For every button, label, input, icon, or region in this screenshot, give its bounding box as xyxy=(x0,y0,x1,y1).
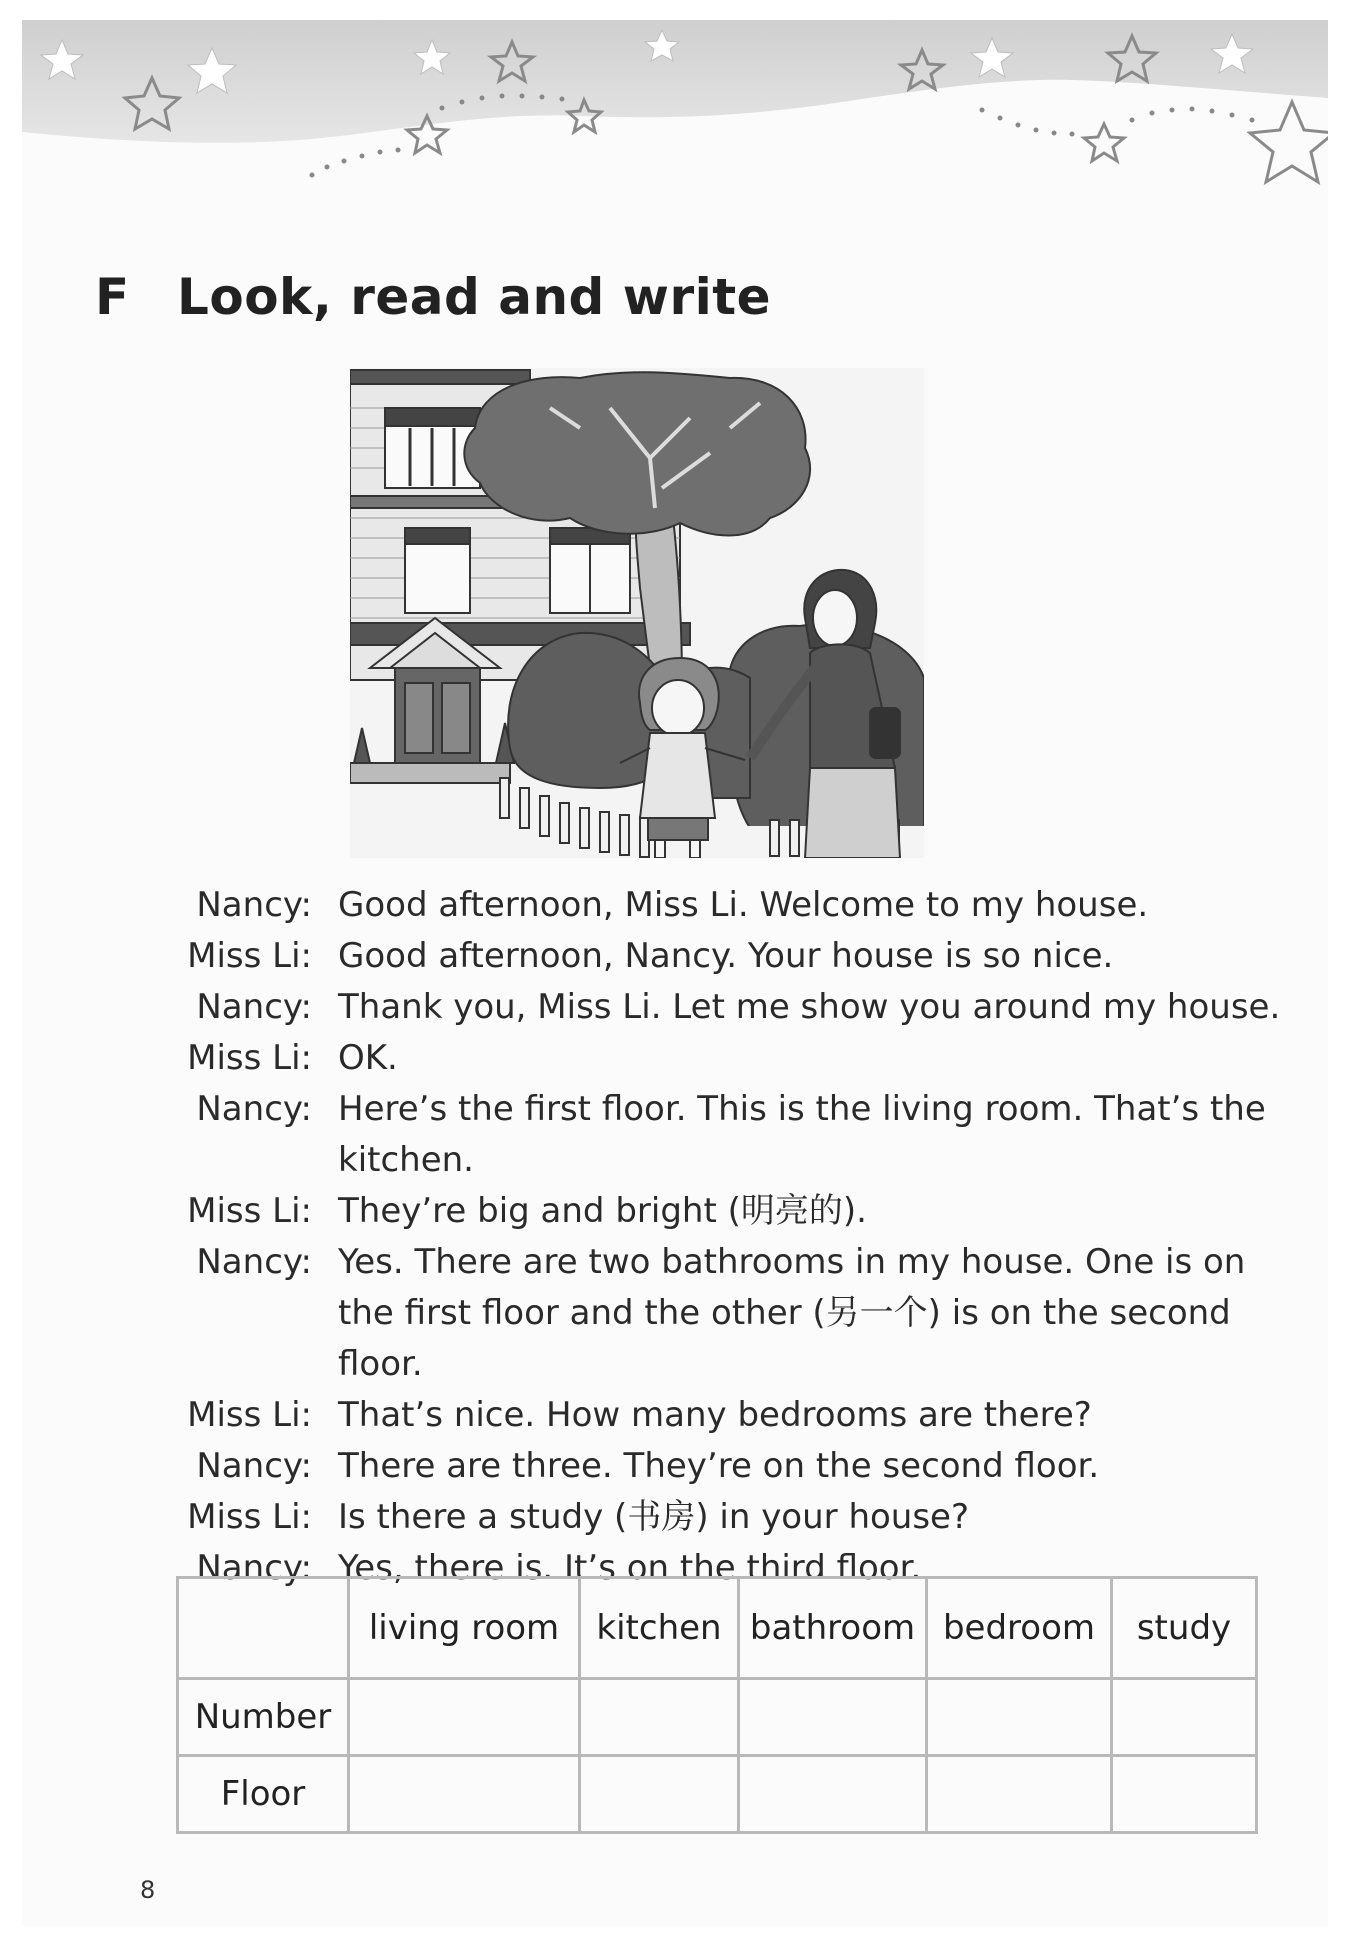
speaker-label: Nancy: xyxy=(196,1548,312,1588)
answer-cell[interactable] xyxy=(580,1756,739,1833)
dialogue-line xyxy=(150,880,1300,931)
star-icon xyxy=(1084,124,1124,161)
dialogue-text: There are three. They’re on the second floor. xyxy=(338,1446,1100,1486)
column-header: study xyxy=(1112,1578,1257,1679)
star-banner xyxy=(22,20,1328,210)
dialogue-text: Good afternoon, Miss Li. Welcome to my house. xyxy=(338,885,1149,925)
answer-cell[interactable] xyxy=(927,1756,1112,1833)
page-number: 8 xyxy=(140,1876,156,1904)
answer-cell[interactable] xyxy=(349,1756,580,1833)
table-header-row xyxy=(178,1578,1257,1679)
speaker-label: Miss Li: xyxy=(187,936,312,976)
dialogue-text: Thank you, Miss Li. Let me show you around my house. xyxy=(338,987,1281,1027)
answer-cell[interactable] xyxy=(580,1679,739,1756)
column-header: bathroom xyxy=(739,1578,927,1679)
column-header: kitchen xyxy=(580,1578,739,1679)
dialogue-line xyxy=(150,1390,1300,1441)
dialogue-line xyxy=(150,982,1300,1033)
answer-cell[interactable] xyxy=(349,1679,580,1756)
dialogue-text: Here’s the first floor. This is the living room. That’s the kitchen. xyxy=(338,1089,1266,1180)
table-row xyxy=(178,1679,1257,1756)
answer-table xyxy=(176,1576,1258,1834)
speaker-label: Miss Li: xyxy=(187,1038,312,1078)
speaker-label: Nancy: xyxy=(196,1242,312,1282)
answer-cell[interactable] xyxy=(739,1679,927,1756)
speaker-label: Nancy: xyxy=(196,885,312,925)
dialogue-text: Good afternoon, Nancy. Your house is so nice. xyxy=(338,936,1114,976)
dialogue-line xyxy=(150,931,1300,982)
dialogue-text: OK. xyxy=(338,1038,398,1078)
section-letter: F xyxy=(95,268,130,326)
house-illustration xyxy=(350,368,924,858)
column-header: bedroom xyxy=(927,1578,1112,1679)
answer-cell[interactable] xyxy=(1112,1679,1257,1756)
dialogue-line xyxy=(150,1492,1300,1543)
dialogue-line xyxy=(150,1237,1300,1390)
section-heading: Look, read and write xyxy=(177,268,772,326)
speaker-label: Miss Li: xyxy=(187,1191,312,1231)
answer-cell[interactable] xyxy=(1112,1756,1257,1833)
dialogue-text: Is there a study (书房) in your house? xyxy=(338,1497,970,1537)
dialogue-line xyxy=(150,1084,1300,1186)
table-corner-cell xyxy=(178,1578,349,1679)
dialogue-line xyxy=(150,1033,1300,1084)
section-title xyxy=(95,268,771,326)
dialogue-line xyxy=(150,1441,1300,1492)
speaker-label: Nancy: xyxy=(196,987,312,1027)
dialogue xyxy=(150,880,1300,1594)
row-header: Number xyxy=(178,1679,349,1756)
answer-cell[interactable] xyxy=(739,1756,927,1833)
dialogue-text: They’re big and bright (明亮的). xyxy=(338,1191,867,1231)
row-header: Floor xyxy=(178,1756,349,1833)
speaker-label: Miss Li: xyxy=(187,1395,312,1435)
answer-table-wrap xyxy=(176,1576,1258,1834)
speaker-label: Nancy: xyxy=(196,1089,312,1129)
table-row xyxy=(178,1756,1257,1833)
speaker-label: Nancy: xyxy=(196,1446,312,1486)
dialogue-text: That’s nice. How many bedrooms are there? xyxy=(338,1395,1092,1435)
answer-cell[interactable] xyxy=(927,1679,1112,1756)
dialogue-line xyxy=(150,1186,1300,1237)
column-header: living room xyxy=(349,1578,580,1679)
dialogue-text: Yes, there is. It’s on the third floor. xyxy=(338,1548,922,1588)
speaker-label: Miss Li: xyxy=(187,1497,312,1537)
dialogue-text: Yes. There are two bathrooms in my house. One is on the first floor and the other (另一个) is on the second floor. xyxy=(338,1242,1246,1384)
star-icon xyxy=(1250,102,1328,182)
